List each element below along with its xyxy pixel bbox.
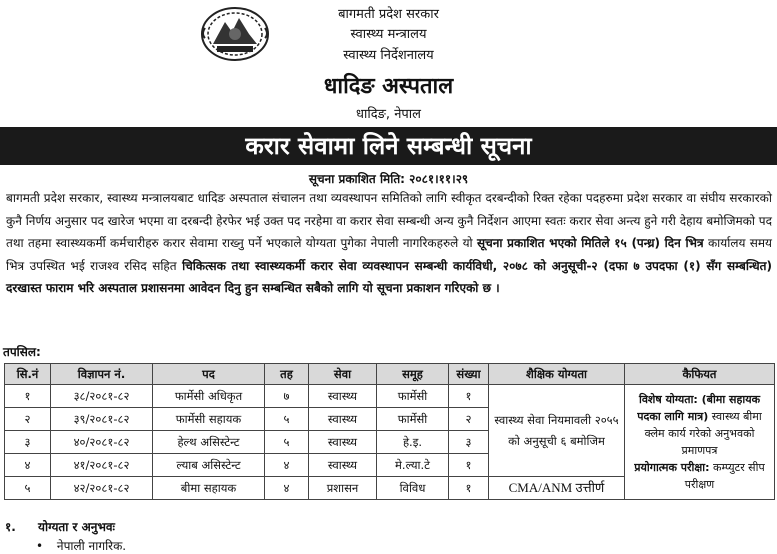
- cma-anm-qualification: CMA/ANM उत्तीर्ण: [508, 480, 605, 495]
- header-ministry: स्वास्थ्य मन्त्रालय: [350, 27, 427, 42]
- cell: ३९/२०८१-८२: [51, 408, 153, 431]
- cell: ३८/२०८१-८२: [51, 385, 153, 408]
- bullet-icon: •: [36, 539, 44, 553]
- cell: १: [449, 477, 489, 500]
- cell: ४: [5, 454, 51, 477]
- cell: ५: [265, 408, 309, 431]
- cell: स्वास्थ्य: [309, 408, 377, 431]
- cell: प्रशासन: [309, 477, 377, 500]
- cell: ४: [265, 477, 309, 500]
- cell: बीमा सहायक: [153, 477, 265, 500]
- table-header-row: [5, 364, 775, 385]
- qualification-cell-row5: [489, 477, 625, 500]
- col-header: संख्या: [449, 364, 489, 385]
- cell: फार्मेसी: [377, 385, 449, 408]
- cell: २: [5, 408, 51, 431]
- cell: ५: [5, 477, 51, 500]
- col-header: कैफियत: [625, 364, 775, 385]
- cell: १: [449, 385, 489, 408]
- body-part1: बागमती प्रदेश सरकार, स्वास्थ्य मन्त्रालयबाट धादिङ अस्पताल संचालन तथा व्यवस्थापन समितिको लागि स्वीकृत दरबन्दीको रिक्त रहेका पदहरुमा प्रदेश सरकार वा संघीय सरकारको कुनै निर्णय अनुसार पद खारेज भएमा वा दरबन्दी हेरफेर भई उक्त पद नरहेमा वा करार सेवा सम्बन्धी अन्य कुनै निर्देशन आएमा स्वतः करार सेवा अन्त्य हुने गरी देहाय बमोजिमको पद तथा तहमा स्वास्थ्यकर्मी कर्मचारीहरु करार सेवामा राख्नु पर्ने भएकाले योग्यता पुगेका नेपाली नागरिकहरुले यो: [6, 191, 772, 250]
- cell: ४२/२०८१-८२: [51, 477, 153, 500]
- hospital-location: धादिङ, नेपाल: [356, 107, 421, 122]
- cell: ५: [265, 431, 309, 454]
- bullet-text: नेपाली नागरिक.: [56, 539, 127, 553]
- positions-table: [4, 363, 775, 500]
- cell: स्वास्थ्य: [309, 454, 377, 477]
- cell: विविध: [377, 477, 449, 500]
- cell: ७: [265, 385, 309, 408]
- col-header: पद: [153, 364, 265, 385]
- col-header: शैक्षिक योग्यता: [489, 364, 625, 385]
- section-heading: [5, 518, 115, 535]
- notice-body: [6, 187, 772, 300]
- body-procedure: चिकित्सक तथा स्वास्थ्यकर्मी करार सेवा व्यवस्थापन सम्बन्धी कार्यविधी, २०७८ को अनुसूची-२ (दफा ७ उपदफा (१) सँग सम्बन्धित) दरखास्त फाराम भरि अस्पताल प्रशासनमा आवेदन दिनु हुन सम्बन्धित सबैको लागि यो सूचना प्रकाशन गरिएको छ ।: [6, 258, 772, 295]
- section-title: योग्यता र अनुभवः: [38, 520, 115, 534]
- body-deadline: सूचना प्रकाशित भएको मितिले १५ (पन्ध्र) दिन भित्र: [477, 236, 704, 250]
- section-number: १.: [5, 520, 16, 534]
- cell: फार्मेसी अधिकृत: [153, 385, 265, 408]
- cell: हेल्थ असिस्टेन्ट: [153, 431, 265, 454]
- qualification-cell: स्वास्थ्य सेवा नियमावली २०५५ को अनुसूची ६ बमोजिम: [489, 385, 625, 477]
- table-row: [5, 385, 775, 408]
- details-label: तपसिल:: [3, 345, 41, 359]
- cell: स्वास्थ्य: [309, 385, 377, 408]
- cell: हे.इ.: [377, 431, 449, 454]
- body-part2: कार्यालय समय भित्र उपस्थित भई राजश्व रसिद सहित: [6, 236, 773, 273]
- bullet-item: [36, 537, 126, 554]
- header-province: बागमती प्रदेश सरकार: [338, 7, 439, 22]
- cell: १: [5, 385, 51, 408]
- col-header: समूह: [377, 364, 449, 385]
- remarks-cell: [625, 385, 775, 500]
- publish-date: सूचना प्रकाशित मिति: २०८१।११।२९: [308, 172, 469, 186]
- cell: ४०/२०८१-८२: [51, 431, 153, 454]
- col-header: सेवा: [309, 364, 377, 385]
- practical-exam-label: प्रयोगात्मक परीक्षा:: [634, 461, 710, 474]
- col-header: तह: [265, 364, 309, 385]
- cell: स्वास्थ्य: [309, 431, 377, 454]
- cell: ल्याब असिस्टेन्ट: [153, 454, 265, 477]
- notice-title-banner: करार सेवामा लिने सम्बन्धी सूचना: [0, 127, 777, 165]
- hospital-name: धादिङ अस्पताल: [323, 74, 454, 99]
- special-qualification-text: स्वास्थ्य बीमा क्लेम कार्य गरेको अनुभवको प्रमाणपत्र: [644, 410, 762, 457]
- special-qualification-label: विशेष योग्यता: (बीमा सहायक पदका लागि मात्र): [637, 393, 761, 423]
- header-directorate: स्वास्थ्य निर्देशनालय: [343, 48, 434, 63]
- col-header: सि.नं: [5, 364, 51, 385]
- cell: ४१/२०८१-८२: [51, 454, 153, 477]
- cell: फार्मेसी: [377, 408, 449, 431]
- cell: २: [449, 408, 489, 431]
- cell: ३: [449, 431, 489, 454]
- col-header: विज्ञापन नं.: [51, 364, 153, 385]
- cell: १: [449, 454, 489, 477]
- cell: ३: [5, 431, 51, 454]
- cell: ४: [265, 454, 309, 477]
- cell: मे.ल्या.टे: [377, 454, 449, 477]
- cell: फार्मेसी सहायक: [153, 408, 265, 431]
- practical-exam-text: कम्प्युटर सीप परीक्षण: [684, 461, 765, 491]
